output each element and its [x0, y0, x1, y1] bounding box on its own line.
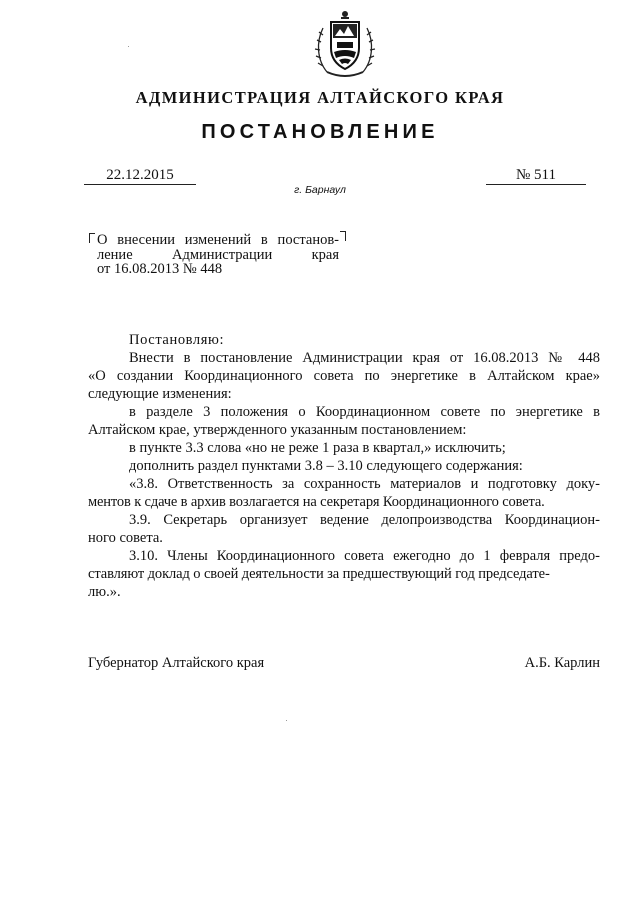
subject-corner-right — [340, 231, 346, 241]
subject-line: ление Администрации края — [97, 246, 339, 263]
body-line: «3.8. Ответственность за сохранность материалов и подготовку доку- — [129, 476, 600, 492]
body-line: ставляют доклад о своей деятельности за предшествующий год председате- — [88, 566, 550, 582]
document-body — [88, 331, 600, 601]
scan-speck — [286, 720, 287, 721]
agency-title: АДМИНИСТРАЦИЯ АЛТАЙСКОГО КРАЯ — [135, 88, 505, 107]
body-line: дополнить раздел пунктами 3.8 – 3.10 следующего содержания: — [129, 458, 523, 474]
body-line: Внести в постановление Администрации края от 16.08.2013 № 448 — [129, 350, 600, 366]
body-line: «О создании Координационного совета по энергетике в Алтайском крае» — [88, 368, 600, 384]
body-line: в разделе 3 положения о Координационном совете по энергетике в — [129, 404, 600, 420]
body-line: ментов к сдаче в архив возлагается на секретаря Координационного совета. — [88, 494, 545, 510]
coat-of-arms-emblem-icon — [313, 8, 377, 82]
body-line: Алтайском крае, утвержденного указанным постановлением: — [88, 422, 467, 438]
body-line: Постановляю: — [129, 332, 225, 348]
document-type-title: ПОСТАНОВЛЕНИЕ — [201, 121, 439, 143]
document-date: 22.12.2015 — [84, 166, 196, 185]
document-city: г. Барнаул — [294, 184, 346, 196]
signatory-name: А.Б. Карлин — [524, 655, 600, 671]
body-line: в пункте 3.3 слова «но не реже 1 раза в квартал,» исключить; — [129, 440, 506, 456]
document-number: № 511 — [486, 166, 586, 185]
document-subject — [97, 233, 339, 277]
subject-line: от 16.08.2013 № 448 — [97, 261, 223, 277]
scan-speck — [128, 46, 129, 47]
body-line: 3.9. Секретарь организует ведение делопроизводства Координацион- — [129, 512, 600, 528]
body-line: 3.10. Члены Координационного совета ежегодно до 1 февраля предо- — [129, 548, 600, 564]
body-line: ного совета. — [88, 530, 163, 546]
subject-corner-left — [89, 233, 95, 243]
signatory-position: Губернатор Алтайского края — [88, 655, 265, 671]
body-line: лю.». — [88, 584, 121, 600]
subject-line: О внесении изменений в постанов- — [97, 232, 339, 248]
body-line: следующие изменения: — [88, 386, 232, 402]
